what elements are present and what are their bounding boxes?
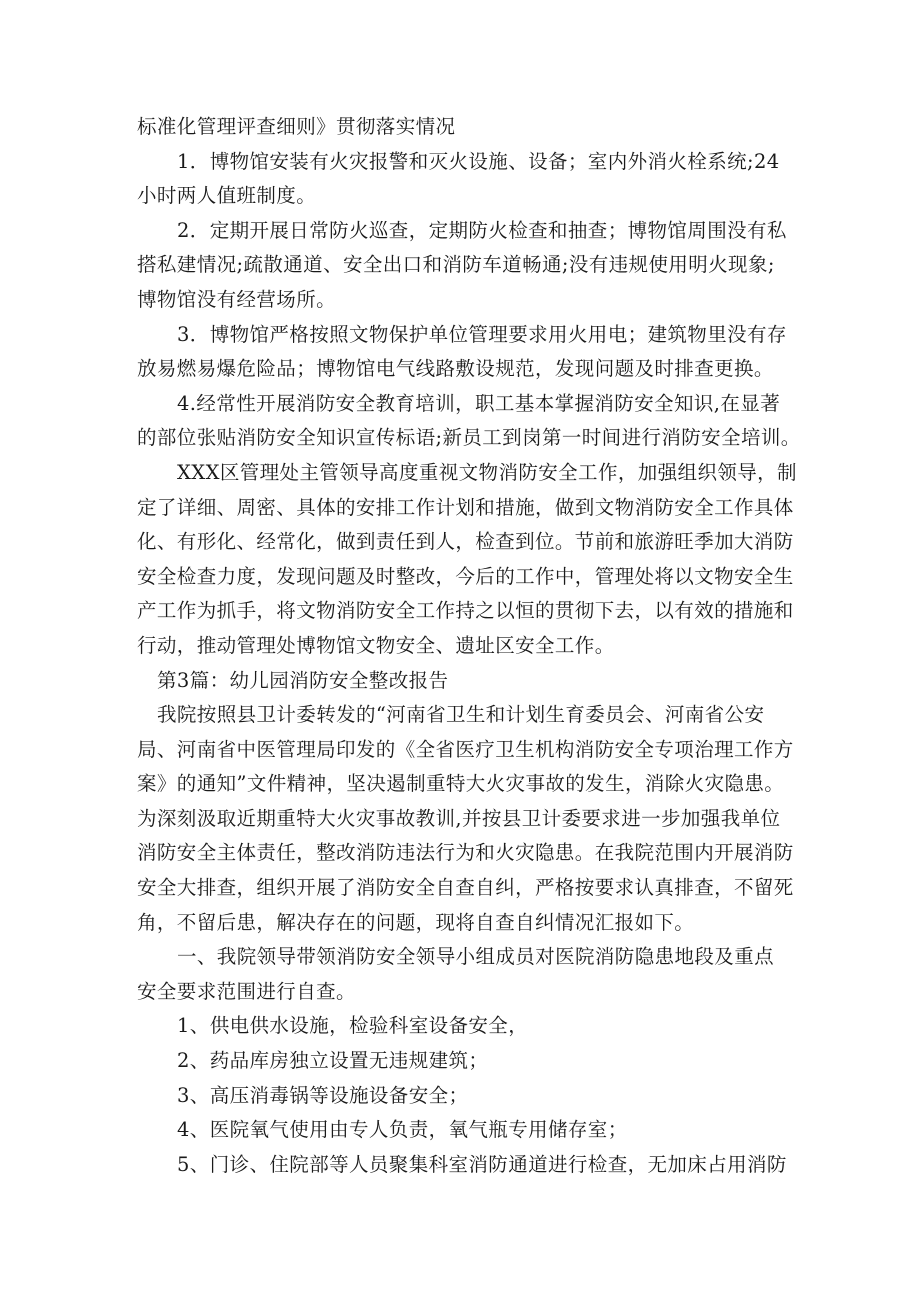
- text-line: 安全要求范围进行自查。: [137, 979, 356, 1003]
- text-line: 为深刻汲取近期重特大火灾事故教训,并按县卫计委要求进一步加强我单位: [137, 806, 781, 830]
- text-line: 1．博物馆安装有火灾报警和灭火设施、设备；室内外消火栓系统;24: [177, 149, 780, 173]
- text-line: 小时两人值班制度。: [137, 184, 317, 208]
- document-page: [137, 110, 801, 1182]
- text-line: 2．定期开展日常防火巡查，定期防火检查和抽查；博物馆周围没有私: [177, 218, 787, 242]
- text-line: 一、我院领导带领消防安全领导小组成员对医院消防隐患地段及重点: [177, 945, 775, 969]
- list-item: 2、药品库房独立设置无违规建筑；: [177, 1049, 489, 1073]
- list-item: 4、医院氧气使用由专人负责，氧气瓶专用储存室；: [177, 1118, 628, 1142]
- text-line: XXX区管理处主管领导高度重视文物消防安全工作，加强组织领导，制: [177, 460, 797, 484]
- text-line: 博物馆没有经营场所。: [137, 287, 337, 311]
- text-line: 产工作为抓手，将文物消防安全工作持之以恒的贯彻下去，以有效的措施和: [137, 599, 794, 623]
- text-line: 角，不留后患，解决存在的问题，现将自查自纠情况汇报如下。: [137, 910, 695, 934]
- list-item: 3、高压消毒锅等设施设备安全；: [177, 1083, 469, 1107]
- text-line: 消防安全主体责任，整改消防违法行为和火灾隐患。在我院范围内开展消防: [137, 841, 794, 865]
- text-line: 安全检查力度，发现问题及时整改，今后的工作中，管理处将以文物安全生: [137, 564, 794, 588]
- section-heading: 第3篇：幼儿园消防安全整改报告: [157, 668, 449, 692]
- text-line: 化、有形化、经常化，做到责任到人，检查到位。节前和旅游旺季加大消防: [137, 530, 794, 554]
- text-line: 案》的通知”文件精神，坚决遏制重特大火灾事故的发生，消除火灾隐患。: [137, 772, 785, 796]
- text-line: 搭私建情况;疏散通道、安全出口和消防车道畅通;没有违规使用明火现象;: [137, 253, 775, 277]
- text-line: 定了详细、周密、具体的安排工作计划和措施，做到文物消防安全工作具体: [137, 495, 794, 519]
- text-line: 安全大排查，组织开展了消防安全自查自纠，严格按要求认真排查，不留死: [137, 876, 794, 900]
- text-line: 放易燃易爆危险品；博物馆电气线路敷设规范，发现问题及时排查更换。: [137, 357, 774, 381]
- text-line: 行动，推动管理处博物馆文物安全、遗址区安全工作。: [137, 633, 615, 657]
- list-item: 5、门诊、住院部等人员聚集科室消防通道进行检查，无加床占用消防: [177, 1152, 787, 1176]
- text-line: 的部位张贴消防安全知识宣传标语;新员工到岗第一时间进行消防安全培训。: [137, 426, 801, 450]
- text-line: 标准化管理评查细则》贯彻落实情况: [137, 115, 456, 138]
- text-line: 4.经常性开展消防安全教育培训，职工基本掌握消防安全知识,在显著: [177, 391, 781, 415]
- text-line: 我院按照县卫计委转发的“河南省卫生和计划生育委员会、河南省公安: [157, 703, 765, 727]
- text-line: 局、河南省中医管理局印发的《全省医疗卫生机构消防安全专项治理工作方: [137, 737, 794, 761]
- text-line: 3．博物馆严格按照文物保护单位管理要求用火用电；建筑物里没有存: [177, 322, 787, 346]
- list-item: 1、供电供水设施，检验科室设备安全，: [177, 1014, 529, 1038]
